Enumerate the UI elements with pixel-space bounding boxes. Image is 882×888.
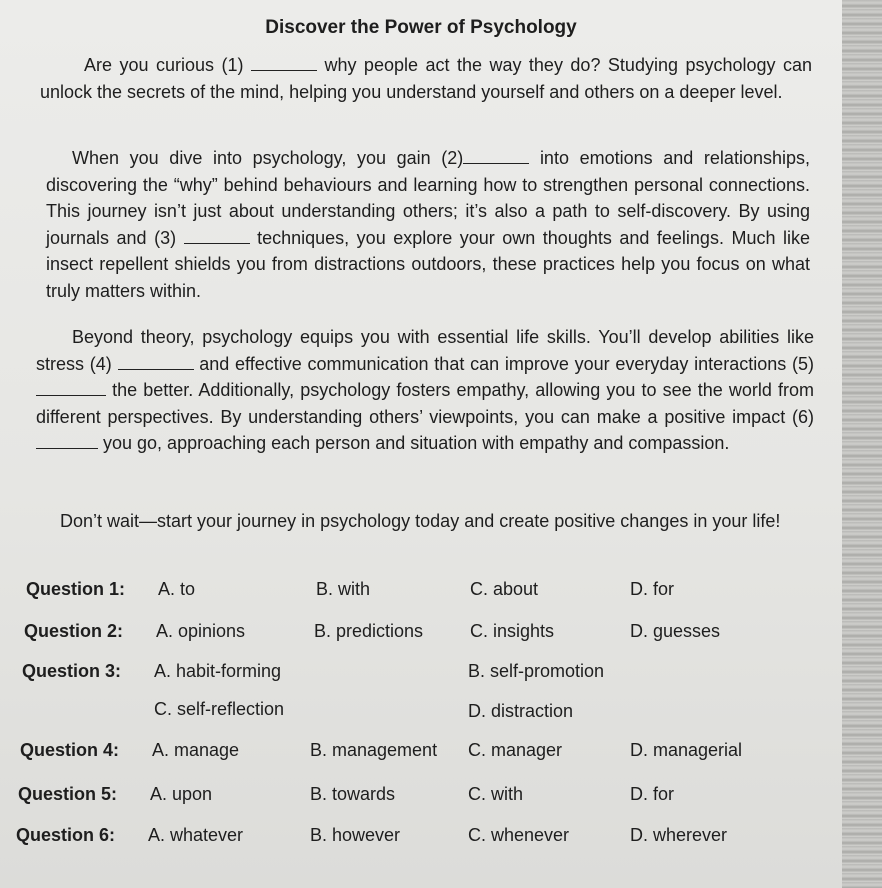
paragraph-4 bbox=[30, 508, 816, 535]
question-label: Question 1: bbox=[26, 579, 126, 599]
option-d[interactable]: D. distraction bbox=[468, 701, 574, 721]
question-label: Question 4: bbox=[20, 740, 120, 760]
paragraph-3-text-c: the better. Additionally, psychology fosters empathy, allowing you to see the world from different perspectives. By understanding others’ viewpoints, you can make a positive impact (6) bbox=[36, 380, 814, 427]
option-a[interactable]: A. opinions bbox=[156, 621, 246, 641]
paragraph-1-text-a: Are you curious (1) bbox=[84, 55, 244, 75]
blank-4 bbox=[118, 353, 194, 370]
paragraph-3-text-a: Beyond theory, psychology equips you with essential life skills. You’ll develop abilities like stress (4) bbox=[36, 327, 814, 374]
paragraph-2-text-a: When you dive into psychology, you gain (2) bbox=[72, 148, 464, 168]
paragraph-3-text-d: you go, approaching each person and situation with empathy and compassion. bbox=[103, 433, 730, 453]
option-b[interactable]: B. predictions bbox=[314, 621, 424, 641]
paragraph-1-text-b: why people act the way they do? Studying psychology can unlock the secrets of the mind, helping you understand yourself and others on a deeper level. bbox=[40, 55, 812, 102]
option-c[interactable]: C. manager bbox=[468, 740, 563, 760]
option-d[interactable]: D. guesses bbox=[630, 621, 721, 641]
option-b[interactable]: B. self-promotion bbox=[468, 661, 605, 681]
option-a[interactable]: A. to bbox=[158, 579, 196, 599]
option-a[interactable]: A. manage bbox=[152, 740, 240, 760]
option-d[interactable]: D. managerial bbox=[630, 740, 743, 760]
question-label: Question 5: bbox=[18, 784, 118, 804]
paragraph-2-text-c: techniques, you explore your own thoughts and feelings. Much like insect repellent shields you from distractions outdoors, these practices help you focus on what truly matters within. bbox=[46, 227, 810, 301]
option-d[interactable]: D. wherever bbox=[630, 825, 728, 845]
option-c[interactable]: C. whenever bbox=[468, 825, 570, 845]
blank-6 bbox=[36, 432, 98, 449]
option-b[interactable]: B. however bbox=[310, 825, 401, 845]
option-d[interactable]: D. for bbox=[630, 784, 675, 804]
option-c[interactable]: C. with bbox=[468, 784, 524, 804]
option-a[interactable]: A. habit-forming bbox=[154, 661, 282, 681]
option-c[interactable]: C. self-reflection bbox=[154, 699, 285, 719]
option-d[interactable]: D. for bbox=[630, 579, 675, 599]
paragraph-4-text: Don’t wait—start your journey in psychology today and create positive changes in your life! bbox=[60, 511, 781, 531]
blank-2 bbox=[463, 147, 529, 164]
option-b[interactable]: B. with bbox=[316, 579, 371, 599]
question-label: Question 6: bbox=[16, 825, 116, 845]
page-edge-shadow bbox=[842, 0, 882, 888]
option-b[interactable]: B. management bbox=[310, 740, 438, 760]
paragraph-3 bbox=[36, 324, 814, 457]
option-b[interactable]: B. towards bbox=[310, 784, 396, 804]
paragraph-2 bbox=[46, 145, 810, 304]
page-title: Discover the Power of Psychology bbox=[265, 17, 577, 38]
paragraph-1 bbox=[40, 52, 812, 105]
blank-1 bbox=[251, 54, 317, 71]
blank-3 bbox=[184, 227, 250, 244]
option-a[interactable]: A. whatever bbox=[148, 825, 244, 845]
paragraph-3-text-b: and effective communication that can improve your everyday interactions (5) bbox=[199, 353, 814, 374]
option-c[interactable]: C. about bbox=[470, 579, 539, 599]
option-a[interactable]: A. upon bbox=[150, 784, 213, 804]
question-label: Question 2: bbox=[24, 621, 124, 641]
question-label: Question 3: bbox=[22, 661, 122, 681]
blank-5 bbox=[36, 379, 106, 396]
paragraph-2-text-b: into emotions and relationships, discovering the “why” behind behaviours and learning how to strengthen personal connections. This journey isn’t just about understanding others; it’s also a path to self-discovery. By using journals and (3) bbox=[46, 148, 810, 248]
option-c[interactable]: C. insights bbox=[470, 621, 555, 641]
